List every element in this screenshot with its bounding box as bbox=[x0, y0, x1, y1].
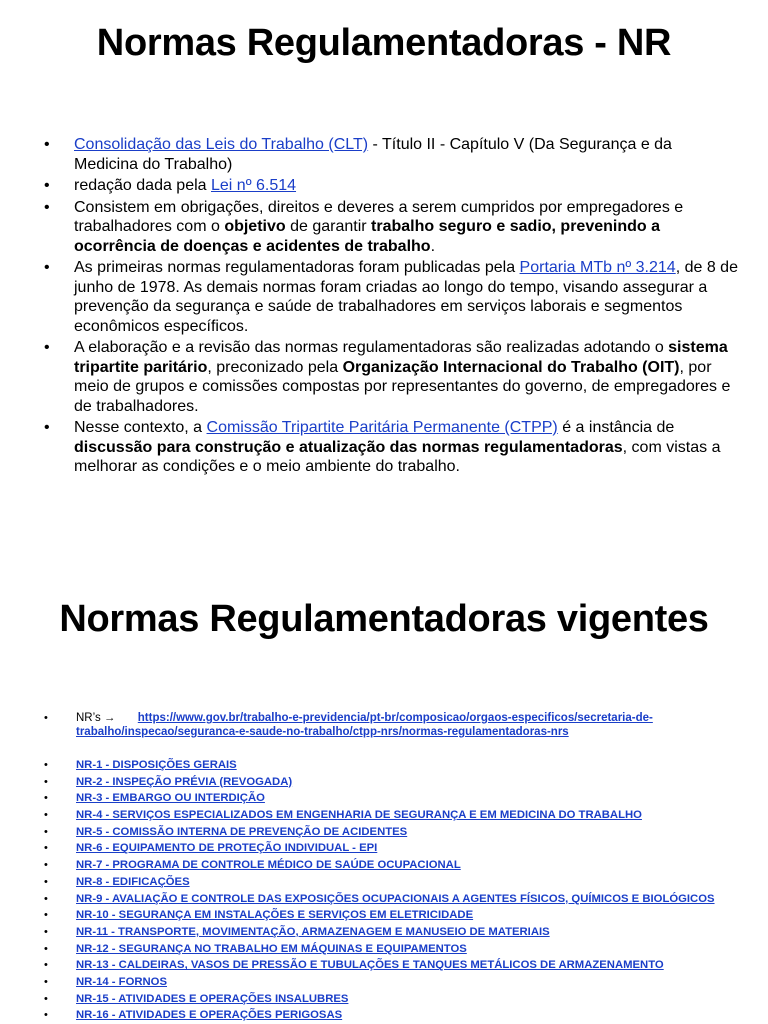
nrs-url-link[interactable]: https://www.gov.br/trabalho-e-previdencia/pt-br/composicao/orgaos-especificos/secretaria-de-trabalho/inspecao/seguranca-e-saude-no-trabalho/ctpp-nrs/normas-regulamentadoras-nrs bbox=[76, 712, 653, 738]
nr-link[interactable]: NR-12 - SEGURANÇA NO TRABALHO EM MÁQUINAS E EQUIPAMENTOS bbox=[76, 942, 467, 955]
bullet-bold-text: discussão para construção e atualização das normas regulamentadoras bbox=[74, 438, 623, 456]
bullet-text: , preconizado pela bbox=[207, 358, 343, 376]
nr-link[interactable]: NR-9 - AVALIAÇÃO E CONTROLE DAS EXPOSIÇÕES OCUPACIONAIS A AGENTES FÍSICOS, QUÍMICOS E BIOLÓGICOS bbox=[76, 892, 715, 905]
list-item: • NR-13 - CALDEIRAS, VASOS DE PRESSÃO E TUBULAÇÕES E TANQUES METÁLICOS DE ARMAZENAMENTO bbox=[44, 959, 664, 972]
bullet-text: , com vistas a melhorar as condições e o meio ambiente do trabalho. bbox=[74, 438, 721, 475]
nr-link[interactable]: NR-4 - SERVIÇOS ESPECIALIZADOS EM ENGENHARIA DE SEGURANÇA E EM MEDICINA DO TRABALHO bbox=[76, 809, 642, 822]
list-item: • NR-9 - AVALIAÇÃO E CONTROLE DAS EXPOSIÇÕES OCUPACIONAIS A AGENTES FÍSICOS, QUÍMICOS E BIOLÓGICOS bbox=[44, 892, 715, 905]
list-item: • NR-8 - EDIFICAÇÕES bbox=[44, 875, 190, 888]
intro-bullet-list bbox=[40, 135, 740, 479]
nr-link[interactable]: NR-16 - ATIVIDADES E OPERAÇÕES PERIGOSAS bbox=[76, 1009, 343, 1022]
list-item: • NR-11 - TRANSPORTE, MOVIMENTAÇÃO, ARMAZENAGEM E MANUSEIO DE MATERIAIS bbox=[44, 925, 550, 938]
nr-link[interactable]: NR-15 - ATIVIDADES E OPERAÇÕES INSALUBRES bbox=[76, 992, 349, 1005]
bullet-text: , de 8 de junho de 1978. As demais normas foram criadas ao longo do tempo, visando assegurar a prevenção da segurança e saúde de trabalhadores em serviços laborais e segmentos econômicos específicos. bbox=[74, 259, 738, 335]
section-title: Normas Regulamentadoras vigentes bbox=[59, 598, 709, 640]
nr-link[interactable]: NR-2 - INSPEÇÃO PRÉVIA (REVOGADA) bbox=[76, 775, 293, 788]
bullet-bold-text: sistema tripartite paritário bbox=[74, 339, 728, 376]
list-item: • A elaboração e a revisão das normas regulamentadoras são realizadas adotando o sistema tripartite paritário, preconizado pela Organização Internacional do Trabalho (OIT), por meio de grupos e comissões compostas por representantes do governo, de empregadores e de trabalhadores. bbox=[44, 339, 731, 415]
nr-link[interactable]: NR-6 - EQUIPAMENTO DE PROTEÇÃO INDIVIDUAL - EPI bbox=[76, 842, 378, 855]
bullet-text: é a instância de bbox=[557, 419, 675, 436]
bullet-text: - Título II - Capítulo V (Da Segurança e da Medicina do Trabalho) bbox=[74, 136, 672, 173]
list-item: • Nesse contexto, a Comissão Tripartite Paritária Permanente (CTPP) é a instância de discussão para construção e atualização das normas regulamentadoras, com vistas a melhorar as condições e o meio ambiente do trabalho. bbox=[44, 419, 721, 475]
list-item: • As primeiras normas regulamentadoras foram publicadas pela Portaria MTb nº 3.214, de 8 de junho de 1978. As demais normas foram criadas ao longo do tempo, visando assegurar a prevenção da segurança e saúde de trabalhadores em serviços laborais e segmentos econômicos específicos. bbox=[44, 259, 738, 335]
bullet-bold-text: trabalho seguro e sadio, prevenindo a ocorrência de doenças e acidentes de trabalho bbox=[74, 218, 660, 255]
nr-link[interactable]: NR-13 - CALDEIRAS, VASOS DE PRESSÃO E TUBULAÇÕES E TANQUES METÁLICOS DE ARMAZENAMENTO bbox=[76, 959, 664, 972]
portaria-link[interactable]: Portaria MTb nº 3.214 bbox=[519, 259, 676, 276]
bullet-text: A elaboração e a revisão das normas regulamentadoras são realizadas adotando o bbox=[74, 339, 669, 356]
lei-6514-link[interactable]: Lei nº 6.514 bbox=[211, 177, 297, 194]
bullet-text: Nesse contexto, a bbox=[74, 419, 207, 436]
nrs-url-item: • NR’s → https://www.gov.br/trabalho-e-previdencia/pt-br/composicao/orgaos-especificos/secretaria-de-trabalho/inspecao/seguranca-e-saude-no-trabalho/ctpp-nrs/normas-regulamentadoras-nrs bbox=[44, 712, 653, 738]
nr-link[interactable]: NR-1 - DISPOSIÇÕES GERAIS bbox=[76, 759, 237, 771]
nr-list bbox=[44, 757, 744, 1024]
ctpp-link[interactable]: Comissão Tripartite Paritária Permanente (CTPP) bbox=[206, 419, 558, 436]
bullet-text: de garantir bbox=[285, 218, 372, 235]
list-item: • NR-6 - EQUIPAMENTO DE PROTEÇÃO INDIVIDUAL - EPI bbox=[44, 842, 378, 855]
bullet-bold-text: Organização Internacional do Trabalho (OIT) bbox=[342, 358, 680, 376]
list-item: • Consolidação das Leis do Trabalho (CLT) - Título II - Capítulo V (Da Segurança e da Medicina do Trabalho) bbox=[44, 136, 672, 173]
list-item: • NR-2 - INSPEÇÃO PRÉVIA (REVOGADA) bbox=[44, 775, 293, 788]
list-item: • NR-16 - ATIVIDADES E OPERAÇÕES PERIGOSAS bbox=[44, 1009, 343, 1022]
list-item: • NR-3 - EMBARGO OU INTERDIÇÃO bbox=[44, 792, 265, 805]
list-item: • NR-4 - SERVIÇOS ESPECIALIZADOS EM ENGENHARIA DE SEGURANÇA E EM MEDICINA DO TRABALHO bbox=[44, 809, 642, 822]
list-item: • NR-14 - FORNOS bbox=[44, 975, 168, 988]
bullet-text: As primeiras normas regulamentadoras foram publicadas pela bbox=[74, 259, 520, 276]
nrs-label: NR’s → bbox=[76, 712, 116, 724]
bullet-bold-text: objetivo bbox=[224, 218, 286, 235]
list-item: • NR-12 - SEGURANÇA NO TRABALHO EM MÁQUINAS E EQUIPAMENTOS bbox=[44, 942, 467, 955]
bullet-text: Consistem em obrigações, direitos e deveres a serem cumpridos por empregadores e trabalhadores com o bbox=[74, 198, 684, 235]
list-item: • NR-5 - COMISSÃO INTERNA DE PREVENÇÃO DE ACIDENTES bbox=[44, 825, 408, 838]
list-item: • redação dada pela Lei nº 6.514 bbox=[44, 177, 297, 194]
nr-link[interactable]: NR-11 - TRANSPORTE, MOVIMENTAÇÃO, ARMAZENAGEM E MANUSEIO DE MATERIAIS bbox=[76, 925, 550, 938]
nr-link[interactable]: NR-14 - FORNOS bbox=[76, 975, 168, 988]
bullet-text: . bbox=[430, 237, 436, 255]
clt-link[interactable]: Consolidação das Leis do Trabalho (CLT) bbox=[74, 136, 369, 153]
bullet-text: , por meio de grupos e comissões compostas por representantes do governo, de empregadores e de trabalhadores. bbox=[74, 358, 731, 415]
list-item: • Consistem em obrigações, direitos e deveres a serem cumpridos por empregadores e trabalhadores com o objetivo de garantir trabalho seguro e sadio, prevenindo a ocorrência de doenças e acidentes de trabalho. bbox=[44, 198, 684, 255]
bullet-text: redação dada pela bbox=[74, 177, 211, 194]
list-item: • NR-10 - SEGURANÇA EM INSTALAÇÕES E SERVIÇOS EM ELETRICIDADE bbox=[44, 909, 474, 922]
list-item: • NR-7 - PROGRAMA DE CONTROLE MÉDICO DE SAÚDE OCUPACIONAL bbox=[44, 859, 461, 872]
nr-link[interactable]: NR-8 - EDIFICAÇÕES bbox=[76, 875, 190, 888]
nr-link[interactable]: NR-3 - EMBARGO OU INTERDIÇÃO bbox=[76, 792, 265, 805]
list-item: • NR-15 - ATIVIDADES E OPERAÇÕES INSALUBRES bbox=[44, 992, 349, 1005]
nr-link[interactable]: NR-10 - SEGURANÇA EM INSTALAÇÕES E SERVIÇOS EM ELETRICIDADE bbox=[76, 909, 474, 922]
nr-link[interactable]: NR-7 - PROGRAMA DE CONTROLE MÉDICO DE SAÚDE OCUPACIONAL bbox=[76, 859, 461, 872]
page-title: Normas Regulamentadoras - NR bbox=[96, 22, 672, 64]
nr-link[interactable]: NR-5 - COMISSÃO INTERNA DE PREVENÇÃO DE ACIDENTES bbox=[76, 825, 408, 838]
list-item: • NR-1 - DISPOSIÇÕES GERAIS bbox=[44, 759, 237, 771]
